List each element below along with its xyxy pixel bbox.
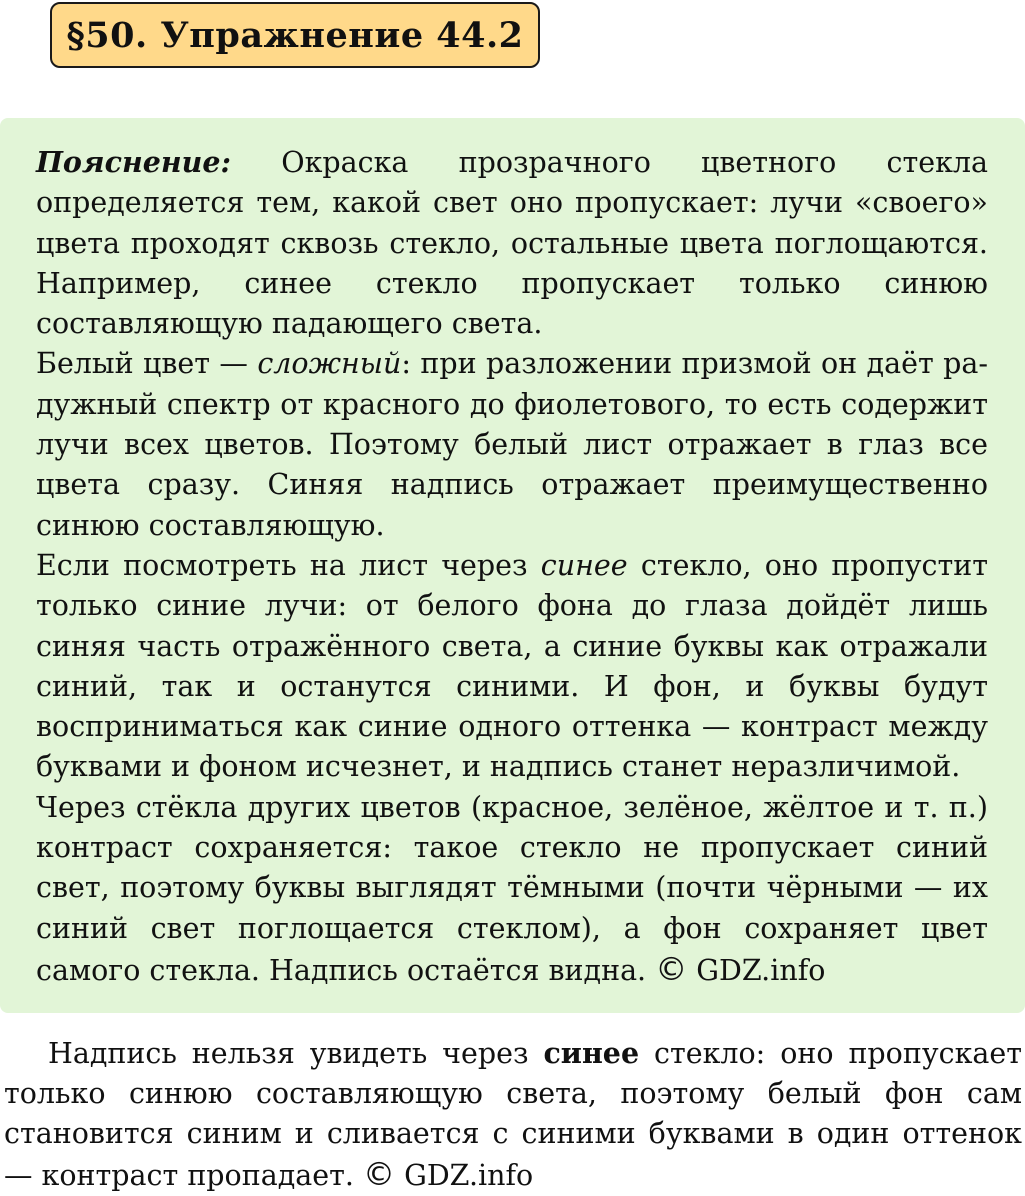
- answer-keyword: синее: [543, 1036, 640, 1070]
- explanation-paragraph-4-text: Через стёкла других цветов (красное, зелёное, жёлтое и т. п.) контраст сохраняется: такое стекло не пропускает синий свет, поэтому буквы выглядят тёмными (почти чёрными — их синий свет поглощается стеклом), а фон сохраняет цвет самого стекла. Надпись остаётся видна.: [36, 790, 988, 987]
- answer-end: стекло: оно пропускает только синюю составляющую света, поэтому белый фон сам становится синим и сливается с синими буквами в один оттенок — контраст пропадает.: [4, 1037, 1022, 1192]
- term-complex: сложный: [257, 347, 402, 381]
- explanation-paragraph-2-end: : при разложении призмой он даёт радужный спектр от красного до фиолетового, то есть содержит лучи всех цветов. Поэтому белый лист отражает в глаз все цвета сразу. Синяя надпись отражает преимущественно синюю составляющую.: [36, 347, 988, 542]
- explanation-paragraph-1: [36, 142, 988, 344]
- explanation-paragraph-3: [36, 546, 988, 788]
- copyright-icon: ©: [655, 949, 688, 988]
- answer-start: Надпись нельзя увидеть через: [48, 1037, 544, 1070]
- answer-copyright-icon: ©: [363, 1155, 395, 1193]
- answer-paragraph: [4, 1033, 1022, 1196]
- explanation-paragraph-4: [36, 788, 988, 991]
- explanation-paragraph-2-start: Белый цвет —: [36, 347, 258, 381]
- explanation-lead: Пояснение:: [36, 145, 232, 179]
- explanation-text: [36, 142, 988, 991]
- explanation-paragraph-3-end: стекло, оно пропустит только синие лучи: от белого фона до глаза дойдёт лишь синяя часть отражённого света, а синие буквы как отражали синий, так и останутся синими. И фон, и буквы будут восприниматься как синие одного оттенка — контраст между буквами и фоном исчезнет, и надпись станет неразличимой.: [36, 548, 989, 784]
- explanation-paragraph-1-text: Окраска прозрачного цветного стекла определяется тем, какой свет оно пропускает: лучи «своего» цвета проходят сквозь стекло, остальные цвета поглощаются. Например, синее стекло пропускает только синюю составляющую падающего света.: [36, 146, 988, 341]
- answer-copyright-text: GDZ.info: [404, 1159, 534, 1192]
- exercise-title: §50. Упражнение 44.2: [66, 14, 524, 56]
- exercise-title-box: [50, 2, 540, 68]
- explanation-paragraph-3-start: Если посмотреть на лист через: [36, 548, 541, 582]
- explanation-paragraph-2: [36, 344, 988, 545]
- copyright-text: GDZ.info: [696, 953, 826, 987]
- answer-text: [4, 1033, 1022, 1196]
- term-blue: синее: [540, 548, 628, 582]
